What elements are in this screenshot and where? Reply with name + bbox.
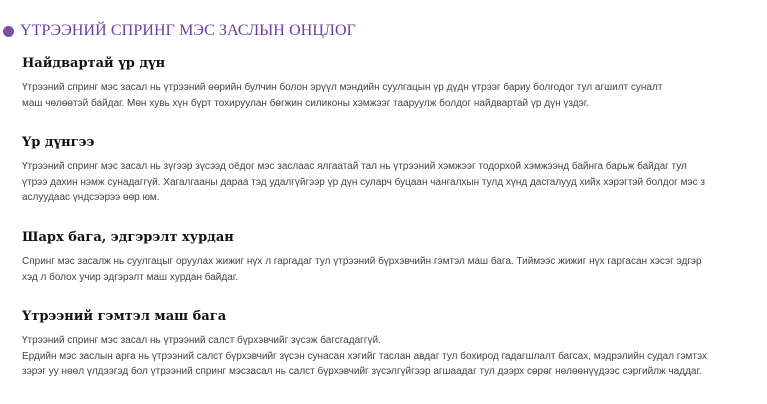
body-line: Спринг мэс засалж нь суулгацыг оруулах жижиг нүх л гаргадаг тул үтрээний бүрхэвчийн гэмтэл маш бага. Тиймээс жижиг нүх гаргасан хэсэг эдгэр (22, 256, 702, 267)
body-line: Үтрээний спринг мэс засал нь үтрээний өөрийн булчин болон эрүүл мэндийн суулгацын үр дүдн үтрээг бариу болгодог тул агшилт суналт (22, 82, 663, 93)
body-line: аслуудаас үндсээрээ өөр юм. (22, 192, 160, 203)
feature-section (22, 135, 757, 206)
section-heading: Үр дүнгээ (22, 135, 95, 150)
feature-section (22, 230, 757, 285)
page-title: ҮТРЭЭНИЙ СПРИНГ МЭС ЗАСЛЫН ОНЦЛОГ (20, 22, 356, 39)
body-line: Ердийн мэс заслын арга нь үтрээний салст бүрхэвчийг зүсэн сунасан хэгийг таслан авдаг тул бохирод гадагшлалт багсах, мэдрэлийн судал гэмтэх (22, 350, 707, 362)
section-heading: Шарх бага, эдгэрэлт хурдан (22, 230, 234, 245)
body-line: хэд л болох учир эдгэрэлт маш хурдан байдаг. (22, 271, 238, 283)
section-body (22, 159, 757, 206)
body-line: Үтрээний спринг мэс засал нь үтрээний салст бүрхэвчийг зүсэж багсгадаггүй. (22, 335, 381, 346)
section-heading: Найдвартай үр дүн (22, 56, 166, 71)
section-body (22, 80, 757, 111)
section-body (22, 254, 757, 285)
feature-section (22, 56, 757, 111)
body-line: маш чөлөөтэй байдаг. Мөн хувь хүн бүрт тохируулан бөгжин силиконы хэмжээг тааруулж болдог найдвартай үр дүн үздэг. (22, 97, 589, 109)
section-heading: Үтрээний гэмтэл маш бага (22, 309, 227, 324)
section-body (22, 333, 757, 380)
page-header (3, 20, 356, 42)
bullet-icon (3, 26, 14, 37)
body-line: зэрэг уу нөөл үлдээгэд бол үтрээний спринг мэсзасал нь салст бүрхэвчийг зүсэлгүйгээр агшаадаг тул дээрх сөрөг нөлөөнүүдээс сэргийлж чаддаг. (22, 366, 702, 377)
body-line: үтрээ дахин нэмж сунадаггүй. Хагалгааны дараа тэд удалгүйгээр үр дүн суларч буцаан чангалхын тулд хүнд дасгалууд хийх хэрэгтэй болдог мэс з (22, 176, 705, 188)
feature-section (22, 309, 757, 380)
body-line: Үтрээний спринг мэс засал нь зүгээр зүсээд оёдог мэс заслаас ялгаатай тал нь үтрээний хэмжээг тодорхой хэмжээнд байнга барьж байдаг тул (22, 161, 687, 172)
